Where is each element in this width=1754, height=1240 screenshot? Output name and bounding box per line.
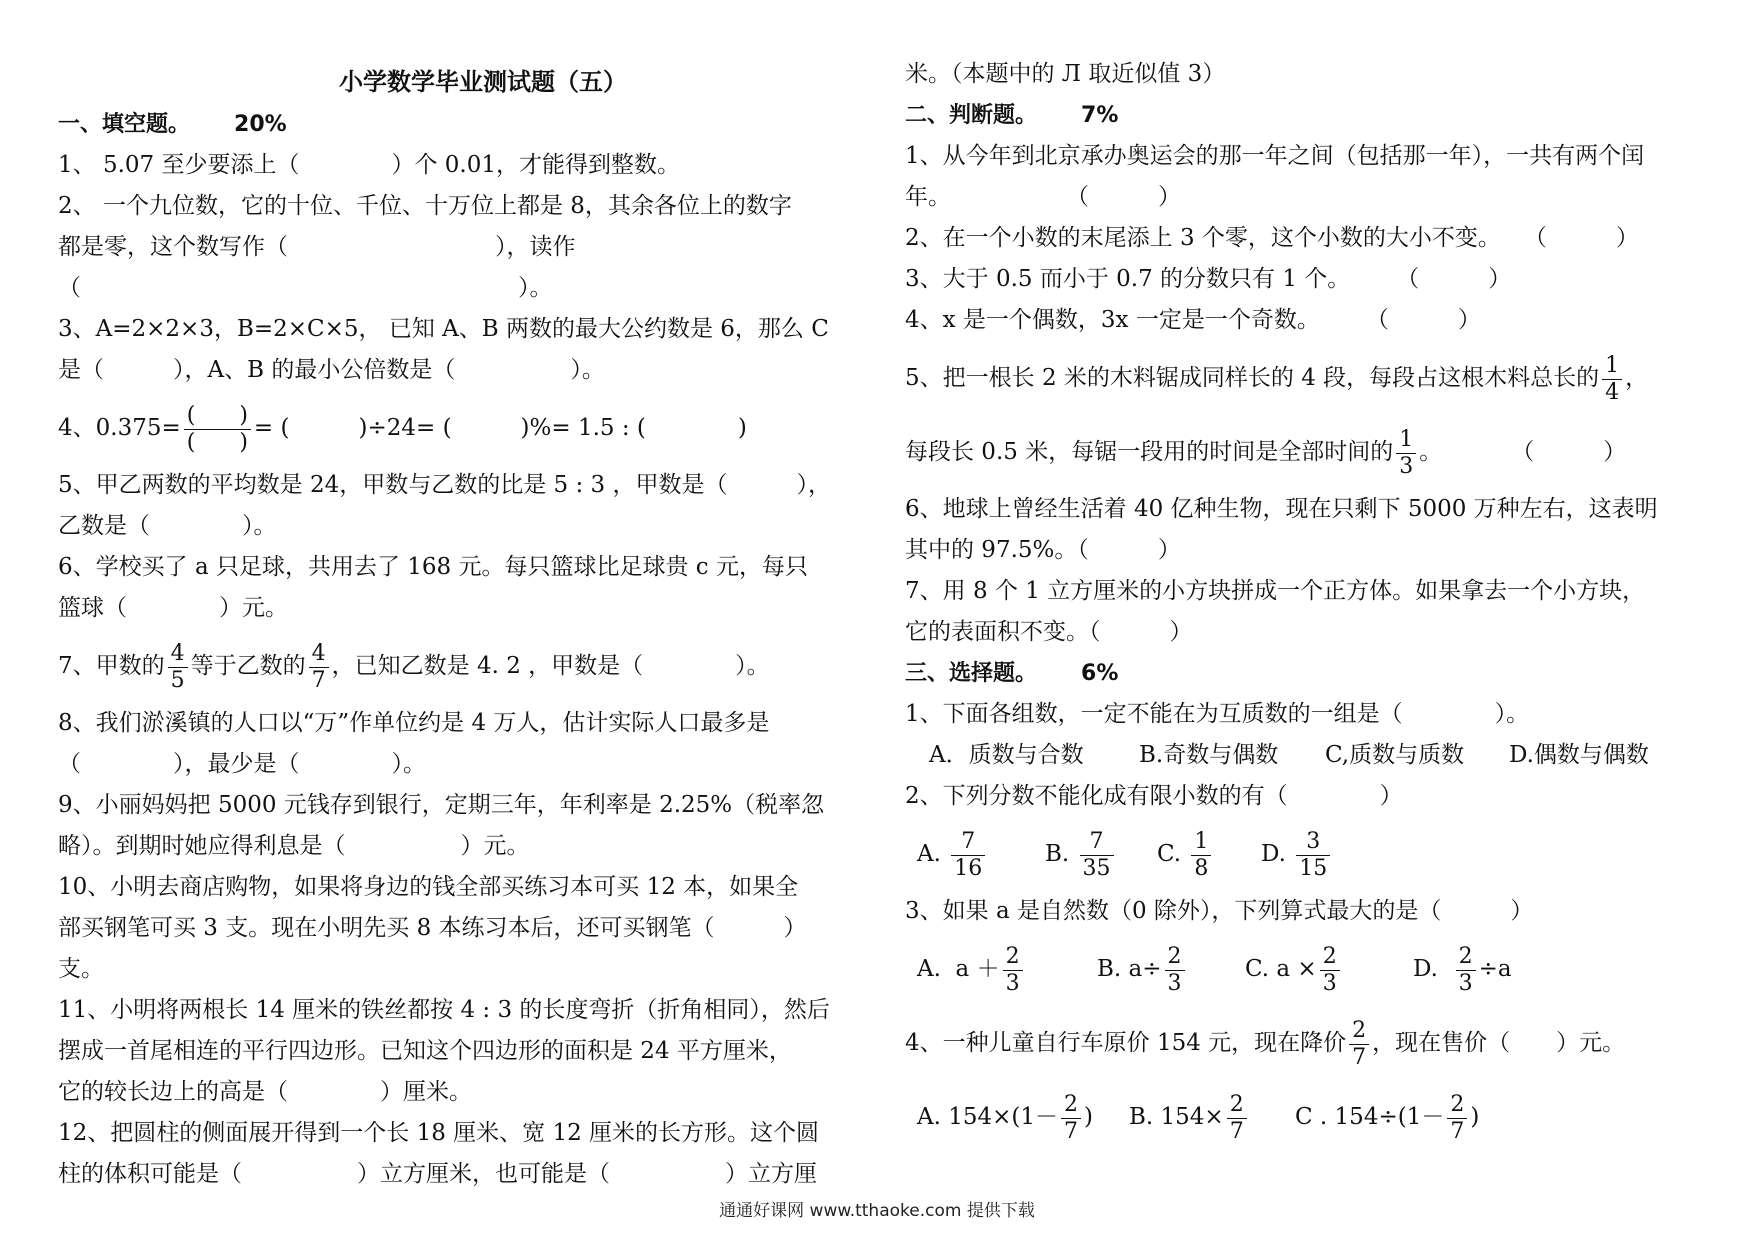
fill-q1: 1、 5.07 至少要添上（ ）个 0.01，才能得到整数。 [58,152,680,178]
left-column [58,54,868,1195]
fraction-denominator: 15 [1299,855,1328,881]
judge-q6-line1: 6、地球上曾经生活着 40 亿种生物，现在只剩下 5000 万种左右，这表明 [905,496,1658,522]
choice-q1: 1、下面各组数，一定不能在为互质数的一组是（ ）。 [905,701,1530,727]
choice-q4-options [905,1080,1705,1154]
right-column [905,54,1705,1154]
option-expression-end: ) [1084,1104,1093,1130]
option-fraction [951,829,985,882]
fraction-numerator: 1 [1396,427,1416,454]
option-fraction [1227,1092,1247,1145]
judge-q2: 2、在一个小数的末尾添上 3 个零，这个小数的大小不变。 （ ） [905,225,1639,251]
option-fraction [1456,944,1476,997]
fill-q11-line1: 11、小明将两根长 14 厘米的铁丝都按 4 : 3 的长度弯折（折角相同），然后 [58,997,830,1023]
fill-q12-line1: 12、把圆柱的侧面展开得到一个长 18 厘米、宽 12 厘米的长方形。这个圆 [58,1120,820,1146]
option-expression: 154÷(1－ [1334,1104,1445,1130]
fill-q9-line1: 9、小丽妈妈把 5000 元钱存到银行，定期三年，年利率是 2.25%（税率忽 [58,792,825,818]
option-c [1295,1080,1479,1154]
fraction-numerator: 2 [1456,944,1476,971]
fill-q9-line2: 略）。到期时她应得利息是（ ）元。 [58,833,530,859]
option-fraction [1003,944,1023,997]
option-label: A. [917,841,941,867]
choice-q3-options [905,932,1705,1006]
judge-q5-fraction-2 [1396,427,1416,480]
fraction-denominator: 3 [1322,970,1337,996]
option-fraction [1061,1092,1081,1145]
option-label: B. [1129,1104,1154,1130]
choice-q2-options [905,817,1705,891]
choice-q4 [905,1006,1705,1080]
option-c: C,质数与质数 [1325,742,1465,768]
fill-q7 [58,629,868,703]
judge-q7-line1: 7、用 8 个 1 立方厘米的小方块拼成一个正方体。如果拿去一个小方块， [905,578,1646,604]
option-fraction [1191,829,1211,882]
section-judge-label: 二、判断题。 [905,103,1038,128]
fill-q4-prefix: 4、0.375= [58,415,181,441]
section-judge-percent: 7% [1081,103,1119,128]
fill-q12-line3: 米。（本题中的 Л 取近似值 3） [905,61,1226,87]
fraction-numerator: 2 [1227,1092,1247,1119]
fill-q3-line1: 3、A=2×2×3，B=2×C×5， 已知 A、B 两数的最大公约数是 6，那么 C [58,316,829,342]
choice-q4-suffix: ，现在售价（ ）元。 [1372,1030,1626,1056]
judge-q5-line2 [905,415,1705,489]
section-fill-label: 一、填空题。 [58,112,191,137]
fraction-numerator: 1 [1602,353,1622,380]
fraction-numerator: 7 [951,829,985,856]
option-a [917,1080,1129,1154]
fraction-numerator: 7 [1080,829,1114,856]
fraction-numerator: 4 [168,641,188,668]
judge-q5-comma: ， [1625,365,1649,391]
option-a: A．质数与合数 [929,742,1084,768]
judge-q5-fraction-1 [1602,353,1622,406]
choice-q4-prefix: 4、一种儿童自行车原价 154 元，现在降价 [905,1030,1347,1056]
fraction-numerator: 1 [1191,829,1211,856]
option-expression: a ＋ [955,956,1000,982]
section-choice-label: 三、选择题。 [905,661,1038,686]
fill-q11-line2: 摆成一首尾相连的平行四边形。已知这个四边形的面积是 24 平方厘米， [58,1038,792,1064]
option-expression-end: ) [1470,1104,1480,1130]
choice-q4-fraction [1349,1018,1369,1071]
section-fill-heading [58,104,868,145]
fraction-numerator: 2 [1349,1018,1369,1045]
fill-q12-line2: 柱的体积可能是（ ）立方厘米，也可能是（ ）立方厘 [58,1161,817,1187]
fill-q5-line1: 5、甲乙两数的平均数是 24，甲数与乙数的比是 5 : 3 ，甲数是（ ）， [58,472,831,498]
fraction-denominator: 3 [1399,453,1414,479]
fill-q2-line2: 都是零，这个数写作（ ），读作 [58,234,576,260]
option-label: C . [1295,1104,1328,1130]
fill-q4-suffix: = ( )÷24= ( )%= 1.5 : ( ) [253,415,747,441]
option-label: B. [1097,956,1122,982]
judge-q1-line2: 年。 （ ） [905,184,1181,210]
fraction-denominator: 3 [1005,970,1020,996]
fill-q7-fraction-2 [309,641,329,694]
option-label: A. [917,1104,941,1130]
judge-q3: 3、大于 0.5 而小于 0.7 的分数只有 1 个。 （ ） [905,266,1512,292]
option-label: D. [1261,841,1286,867]
fraction-denominator: 7 [1229,1118,1244,1144]
option-fraction [1165,944,1185,997]
fill-q7-middle: 等于乙数的 [190,653,306,679]
judge-q5-line1 [905,341,1705,415]
option-expression: 154×(1－ [948,1104,1059,1130]
fraction-denominator: 7 [311,667,326,693]
fill-q2-line3: （ ）。 [58,275,553,301]
fill-q8-line2: （ ），最少是（ ）。 [58,751,426,777]
section-choice-percent: 6% [1081,661,1119,686]
fill-q7-prefix: 7、甲数的 [58,653,165,679]
fill-q11-line3: 它的较长边上的高是（ ）厘米。 [58,1079,472,1105]
choice-q2: 2、下列分数不能化成有限小数的有（ ） [905,783,1403,809]
judge-q5-text: 5、把一根长 2 米的木料锯成同样长的 4 段，每段占这根木料总长的 [905,365,1600,391]
fraction-numerator: 4 [309,641,329,668]
fill-q10-line2: 部买钢笔可买 3 支。现在小明先买 8 本练习本后，还可买钢笔（ ） [58,915,807,941]
fill-q6-line2: 篮球（ ）元。 [58,595,288,621]
option-label: C. [1245,956,1270,982]
option-b [1097,932,1245,1006]
choice-q3: 3、如果 a 是自然数（0 除外），下列算式最大的是（ ） [905,898,1534,924]
option-expression: 154× [1160,1104,1224,1130]
fraction-denominator: 3 [1458,970,1473,996]
fill-q7-fraction-1 [168,641,188,694]
fraction-denominator: 4 [1605,379,1620,405]
fraction-numerator: 2 [1447,1092,1467,1119]
option-a [917,817,1045,891]
fraction-denominator: 35 [1082,855,1111,881]
section-choice-heading [905,653,1705,694]
option-label: C. [1157,841,1182,867]
judge-q4: 4、x 是一个偶数，3x 一定是一个奇数。 （ ） [905,307,1481,333]
fraction-denominator: 16 [954,855,983,881]
option-label: B. [1045,841,1070,867]
fraction-numerator: 2 [1061,1092,1081,1119]
judge-q5-end: 。 （ ） [1419,439,1627,465]
section-fill-percent: 20% [234,112,287,137]
option-d [1413,932,1512,1006]
fraction-denominator: ( ) [186,429,248,455]
option-d [1261,817,1333,891]
fill-q5-line2: 乙数是（ ）。 [58,513,277,539]
option-expression: a÷ [1128,956,1162,982]
fraction-denominator: 3 [1167,970,1182,996]
option-b [1129,1080,1295,1154]
option-expression: a × [1276,956,1317,982]
fill-q4 [58,391,868,465]
fill-q8-line1: 8、我们淤溪镇的人口以“万”作单位约是 4 万人，估计实际人口最多是 [58,710,770,736]
fraction-denominator: 7 [1352,1044,1367,1070]
fill-q7-suffix: ，已知乙数是 4. 2 ，甲数是（ ）。 [331,653,770,679]
judge-q1-line1: 1、从今年到北京承办奥运会的那一年之间（包括那一年），一共有两个闰 [905,143,1645,169]
fill-q3-line2: 是（ ），A、B 的最小公倍数是（ ）。 [58,357,605,383]
option-fraction [1080,829,1114,882]
fill-q6-line1: 6、学校买了 a 只足球，共用去了 168 元。每只篮球比足球贵 c 元，每只 [58,554,808,580]
fraction-denominator: 7 [1450,1118,1465,1144]
footer-credit: 通通好课网 www.tthaoke.com 提供下载 [719,1201,1035,1221]
option-b [1045,817,1157,891]
fraction-numerator: 2 [1320,944,1340,971]
option-expression: ÷a [1478,956,1512,982]
fraction-denominator: 5 [170,667,185,693]
option-c [1157,817,1261,891]
fraction-denominator: 8 [1194,855,1209,881]
option-fraction [1447,1092,1467,1145]
option-label: D. [1413,956,1438,982]
option-d: D.偶数与偶数 [1509,742,1649,768]
page-title: 小学数学毕业测试题（五） [339,67,627,96]
option-b: B.奇数与偶数 [1139,742,1279,768]
fill-q4-fraction [184,403,251,456]
judge-q6-line2: 其中的 97.5%。（ ） [905,537,1181,563]
option-c [1245,932,1413,1006]
fraction-numerator: 2 [1003,944,1023,971]
judge-q5-text-2: 每段长 0.5 米，每锯一段用的时间是全部时间的 [905,439,1394,465]
fraction-numerator: 3 [1296,829,1330,856]
option-fraction [1320,944,1340,997]
fill-q10-line1: 10、小明去商店购物，如果将身边的钱全部买练习本可买 12 本，如果全 [58,874,799,900]
fill-q2-line1: 2、 一个九位数，它的十位、千位、十万位上都是 8，其余各位上的数字 [58,193,792,219]
judge-q7-line2: 它的表面积不变。（ ） [905,619,1193,645]
fill-q10-line3: 支。 [58,956,104,982]
fraction-numerator: 2 [1165,944,1185,971]
fraction-denominator: 7 [1064,1118,1079,1144]
fraction-numerator: ( ) [184,403,251,430]
option-label: A. [917,956,941,982]
section-judge-heading [905,95,1705,136]
choice-q1-options [905,735,1705,776]
option-a [917,932,1097,1006]
option-fraction [1296,829,1330,882]
